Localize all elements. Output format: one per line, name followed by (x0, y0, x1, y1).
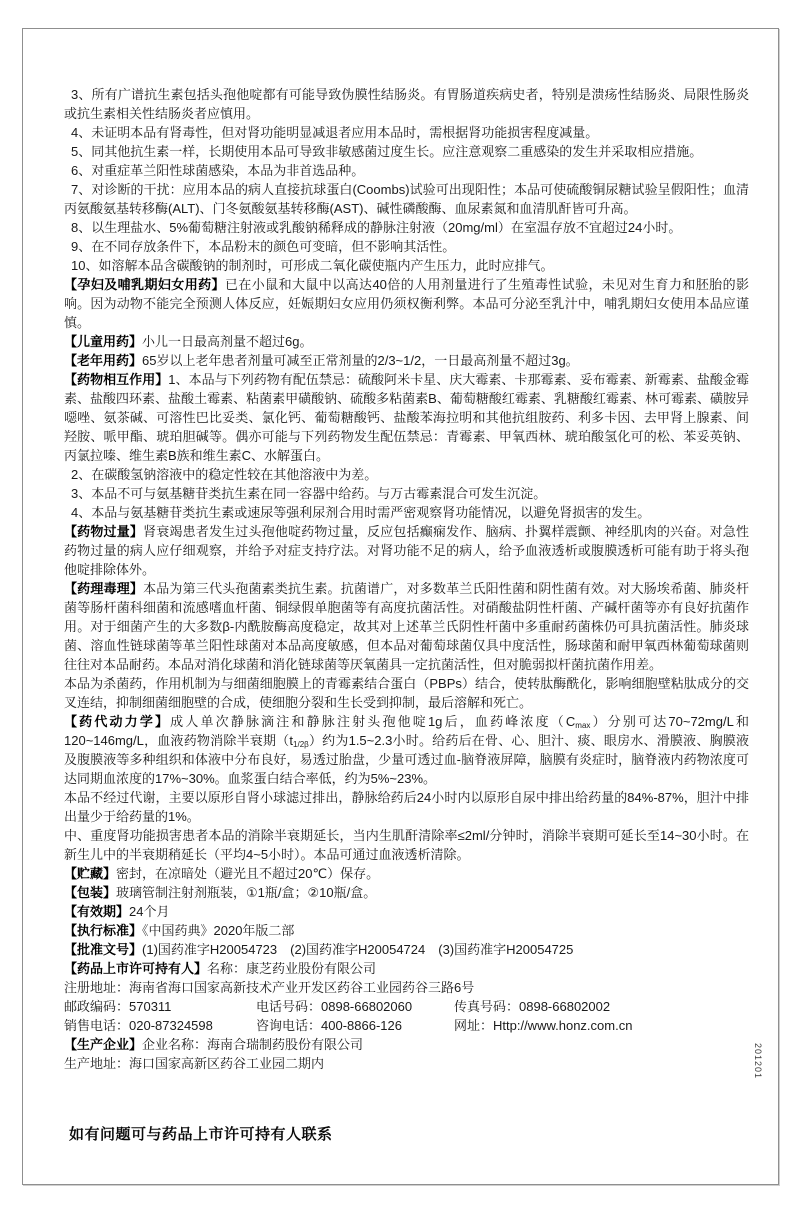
contact-cell: 传真号码：0898-66802002 (454, 999, 611, 1014)
paragraph: 【药物过量】肾衰竭患者发生过头孢他啶药物过量，反应包括癫痫发作、脑病、扑翼样震颤、神经肌肉的兴奋。对急性药物过量的病人应仔细观察，并给予对症支持疗法。对肾功能不足的病人，给予血液透析或腹膜透析可能有助于将头孢他啶排除体外。 (64, 524, 749, 577)
paragraph: 生产地址：海口国家高新区药谷工业园二期内 (64, 1056, 325, 1071)
contact-cell: 销售电话：020-87324598 (64, 1018, 213, 1033)
paragraph: 本品不经过代谢，主要以原形自肾小球滤过排出，静脉给药后24小时内以原形自尿中排出给药量的84%-87%，胆汁中排出量少于给药量的1%。 (64, 790, 749, 824)
paragraph: 【贮藏】密封，在凉暗处（避光且不超过20℃）保存。 (64, 866, 380, 881)
section-label: 【有效期】 (64, 904, 130, 919)
section-label: 【包装】 (64, 885, 117, 900)
footer-contact-note: 如有问题可与药品上市许可持有人联系 (69, 1126, 333, 1143)
contact-cell: 邮政编码：570311 (64, 999, 172, 1014)
paragraph: 2、在碳酸氢钠溶液中的稳定性较在其他溶液中为差。 (71, 467, 378, 482)
paragraph: 【执行标准】《中国药典》2020年版二部 (64, 923, 295, 938)
insert-text-content (64, 85, 749, 1073)
section-label: 【药代动力学】 (64, 714, 171, 729)
paragraph: 10、如溶解本品含碳酸钠的制剂时，可形成二氧化碳使瓶内产生压力，此时应排气。 (71, 258, 554, 273)
paragraph: 7、对诊断的干扰：应用本品的病人直接抗球蛋白(Coombs)试验可出现阳性；本品可使硫酸铜尿糖试验呈假阳性；血清丙氨酸氨基转移酶(ALT)、门冬氨酸氨基转移酶(AST)、碱性磷酸酶、血尿素氮和血清肌酐皆可升高。 (64, 182, 749, 216)
paragraph: 【生产企业】企业名称：海南合瑞制药股份有限公司 (64, 1037, 364, 1052)
subscript-text: max (575, 721, 591, 730)
paragraph: 【药物相互作用】1、本品与下列药物有配伍禁忌：硫酸阿米卡星、庆大霉素、卡那霉素、妥布霉素、新霉素、盐酸金霉素、盐酸四环素、盐酸土霉素、粘菌素甲磺酸钠、硫酸多粘菌素B、葡萄糖酸红霉素、乳糖酸红霉素、林可霉素、磺胺异噁唑、氨茶碱、可溶性巴比妥类、氯化钙、葡萄糖酸钙、盐酸苯海拉明和其他抗组胺药、利多卡因、去甲肾上腺素、间羟胺、哌甲酯、琥珀胆碱等。偶亦可能与下列药物发生配伍禁忌：青霉素、甲氧西林、琥珀酸氢化可的松、苯妥英钠、丙氯拉嗪、维生素B族和维生素C、水解蛋白。 (64, 372, 749, 463)
paragraph: 8、以生理盐水、5%葡萄糖注射液或乳酸钠稀释成的静脉注射液（20mg/ml）在室温存放不宜超过24小时。 (71, 220, 682, 235)
paragraph: 【批准文号】(1)国药准字H20054723 (2)国药准字H20054724 (3)国药准字H20054725 (64, 942, 574, 957)
paragraph: 【包装】玻璃管制注射剂瓶装，①1瓶/盒；②10瓶/盒。 (64, 885, 377, 900)
section-label: 【药物相互作用】 (64, 372, 169, 387)
section-label: 【儿童用药】 (64, 334, 143, 349)
section-label: 【贮藏】 (64, 866, 117, 881)
paragraph: 5、同其他抗生素一样，长期使用本品可导致非敏感菌过度生长。应注意观察二重感染的发生并采取相应措施。 (71, 144, 703, 159)
section-label: 【药物过量】 (64, 524, 144, 539)
section-label: 【药品上市许可持有人】 (64, 961, 208, 976)
paragraph: 3、本品不可与氨基糖苷类抗生素在同一容器中给药。与万古霉素混合可发生沉淀。 (71, 486, 547, 501)
page-border (22, 28, 779, 1185)
paragraph: 【药代动力学】成人单次静脉滴注和静脉注射头孢他啶1g后，血药峰浓度$(C_{max})$分别可达70~72mg/L和120~146mg/L，血液药物消除半衰期$(t_{1/2\beta})$约为1.5~2.3小时。给药后在骨、心、胆汁、痰、眼房水、滑膜液、胸膜液及腹膜液等多种组织和体液中分布良好，易透过胎盘，少量可透过血-脑脊液屏障，脑膜有炎症时，脑脊液内药物浓度可达同期血浓度的17%~30%。血浆蛋白结合率低，约为5%~23%。 (64, 714, 749, 786)
paragraph: 【老年用药】65岁以上老年患者剂量可减至正常剂量的2/3~1/2，一日最高剂量不超过3g。 (64, 353, 579, 368)
section-label: 【执行标准】 (64, 923, 143, 938)
paragraph: 注册地址：海南省海口国家高新技术产业开发区药谷工业园药谷三路6号 (64, 980, 475, 995)
contact-cell: 网址：Http://www.honz.com.cn (454, 1018, 633, 1033)
section-label: 【孕妇及哺乳期妇女用药】 (64, 277, 225, 292)
paragraph: 本品为杀菌药，作用机制为与细菌细胞膜上的青霉素结合蛋白（PBPs）结合，使转肽酶酰化，影响细胞壁粘肽成分的交叉连结，抑制细菌细胞壁的合成，使细胞分裂和生长受到抑制，最后溶解和死亡。 (64, 676, 749, 710)
paragraph: 中、重度肾功能损害患者本品的消除半衰期延长，当内生肌酐清除率≤2ml/分钟时，消除半衰期可延长至14~30小时。在新生儿中的半衰期稍延长（平均4~5小时）。本品可通过血液透析清除。 (64, 828, 749, 862)
paragraph: 6、对重症革兰阳性球菌感染，本品为非首选品种。 (71, 163, 365, 178)
paragraph: 【有效期】24个月 (64, 904, 170, 919)
print-batch-code: 201201 (753, 1042, 763, 1080)
contact-row (64, 1016, 749, 1035)
paragraph: 9、在不同存放条件下，本品粉末的颜色可变暗，但不影响其活性。 (71, 239, 456, 254)
contact-cell: 电话号码：0898-66802060 (256, 999, 413, 1014)
section-label: 【批准文号】 (64, 942, 143, 957)
paragraph: 【药品上市许可持有人】名称：康芝药业股份有限公司 (64, 961, 377, 976)
section-label: 【生产企业】 (64, 1037, 143, 1052)
contact-cell: 咨询电话：400-8866-126 (256, 1018, 402, 1033)
section-label: 【老年用药】 (64, 353, 143, 368)
subscript-text: 1/2β (293, 740, 309, 749)
paragraph: 4、未证明本品有肾毒性，但对肾功能明显减退者应用本品时，需根据肾功能损害程度减量。 (71, 125, 599, 140)
paragraph: 4、本品与氨基糖苷类抗生素或速尿等强利尿剂合用时需严密观察肾功能情况，以避免肾损害的发生。 (71, 505, 651, 520)
section-label: 【药理毒理】 (64, 581, 144, 596)
paragraph: 【药理毒理】本品为第三代头孢菌素类抗生素。抗菌谱广，对多数革兰氏阳性菌和阴性菌有效。对大肠埃希菌、肺炎杆菌等肠杆菌科细菌和流感嗜血杆菌、铜绿假单胞菌等有高度抗菌活性。对硝酸盐阴性杆菌、产碱杆菌等亦有良好抗菌作用。对于细菌产生的大多数β-内酰胺酶高度稳定，故其对上述革兰氏阴性杆菌中多重耐药菌株仍可具抗菌活性。肺炎球菌、溶血性链球菌等革兰阳性球菌对本品高度敏感，但本品对葡萄球菌仅具中度活性，肠球菌和耐甲氧西林葡萄球菌则往往对本品耐药。本品对消化球菌和消化链球菌等厌氧菌具一定抗菌活性，但对脆弱拟杆菌抗菌作用差。 (64, 581, 749, 672)
paragraph: 【孕妇及哺乳期妇女用药】已在小鼠和大鼠中以高达40倍的人用剂量进行了生殖毒性试验，未见对生育力和胚胎的影响。因为动物不能完全预测人体反应，妊娠期妇女应用仍须权衡利弊。本品可分泌至乳汁中，哺乳期妇女使用本品应谨慎。 (64, 277, 749, 330)
paragraph: 3、所有广谱抗生素包括头孢他啶都有可能导致伪膜性结肠炎。有胃肠道疾病史者，特别是溃疡性结肠炎、局限性肠炎或抗生素相关性结肠炎者应慎用。 (64, 87, 749, 121)
contact-row (64, 997, 749, 1016)
paragraph: 【儿童用药】小儿一日最高剂量不超过6g。 (64, 334, 313, 349)
